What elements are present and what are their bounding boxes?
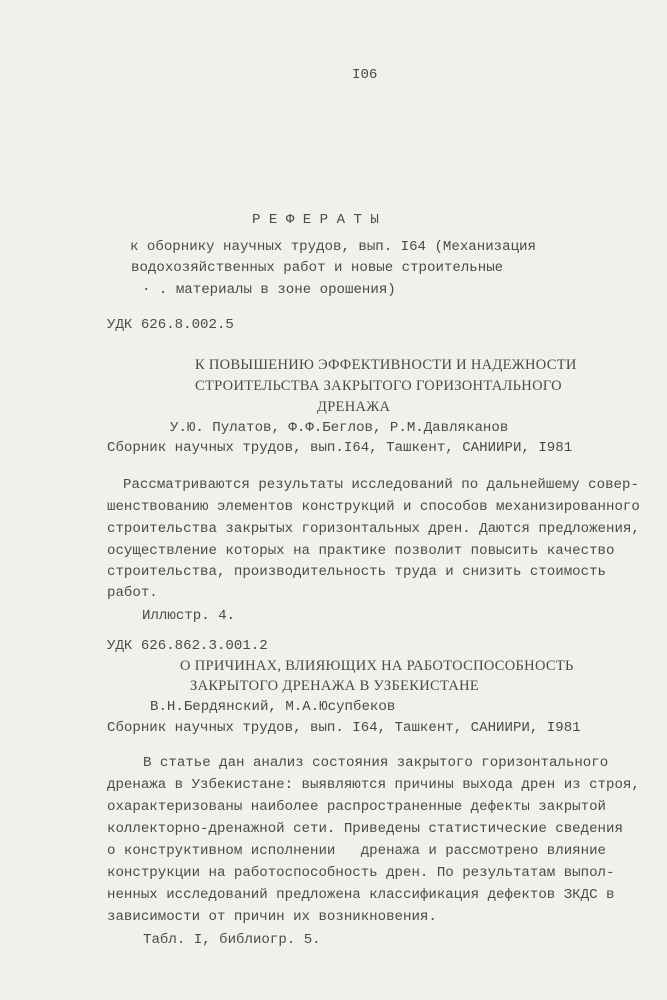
- subtitle-line: водохозяйственных работ и новые строительные: [131, 260, 504, 276]
- body-line: коллекторно-дренажной сети. Приведены статистические сведения: [107, 821, 623, 837]
- authors: У.Ю. Пулатов, Ф.Ф.Беглов, Р.М.Давляканов: [170, 420, 509, 436]
- body-line: строительства закрытых горизонтальных дрен. Даются предложения,: [107, 521, 640, 537]
- body-line: шенствованию элементов конструкций и способов механизированного: [107, 499, 640, 515]
- article-title: К ПОВЫШЕНИЮ ЭФФЕКТИВНОСТИ И НАДЕЖНОСТИ: [195, 357, 577, 373]
- article-title: СТРОИТЕЛЬСТВА ЗАКРЫТОГО ГОРИЗОНТАЛЬНОГО: [195, 378, 562, 394]
- article-title: ДРЕНАЖА: [317, 399, 391, 415]
- source: Сборник научных трудов, вып. I64, Ташкент, САНИИРИ, I981: [107, 720, 581, 736]
- subtitle-line: · . материалы в зоне орошения): [142, 282, 396, 298]
- body-line: В статье дан анализ состояния закрытого горизонтального: [143, 755, 609, 771]
- udk-code: УДК 626.8.002.5: [107, 317, 234, 333]
- body-line: охарактеризованы наиболее распространенные дефекты закрытой: [107, 799, 606, 815]
- subtitle-line: к оборнику научных трудов, вып. I64 (Механизация: [130, 239, 536, 255]
- body-line: работ.: [107, 585, 158, 601]
- body-line: осуществление которых на практике позволит повысить качество: [107, 543, 615, 559]
- note: Табл. I, библиогр. 5.: [143, 932, 321, 948]
- udk-code: УДК 626.862.3.001.2: [107, 638, 268, 654]
- article-title: ЗАКРЫТОГО ДРЕНАЖА В УЗБЕКИСТАНЕ: [190, 678, 480, 694]
- body-line: зависимости от причин их возникновения.: [107, 909, 437, 925]
- note: Иллюстр. 4.: [142, 608, 236, 624]
- body-line: Рассматриваются результаты исследований по дальнейшему совер-: [123, 477, 639, 493]
- authors: В.Н.Бердянский, М.А.Юсупбеков: [150, 699, 396, 715]
- body-line: дренажа в Узбекистане: выявляются причины выхода дрен из строя,: [107, 777, 640, 793]
- source: Сборник научных трудов, вып.I64, Ташкент, САНИИРИ, I981: [107, 440, 573, 456]
- article-title: О ПРИЧИНАХ, ВЛИЯЮЩИХ НА РАБОТОСПОСОБНОСТЬ: [180, 658, 574, 674]
- body-line: ненных исследований предложена классификация дефектов ЗКДС в: [107, 887, 615, 903]
- heading: Р Е Ф Е Р А Т Ы: [252, 212, 379, 228]
- body-line: строительства, производительность труда и снизить стоимость: [107, 564, 606, 580]
- body-line: конструкции на работоспособность дрен. По результатам выпол-: [107, 865, 615, 881]
- page-number: I06: [352, 67, 378, 83]
- body-line: о конструктивном исполнении дренажа и рассмотрено влияние: [107, 843, 606, 859]
